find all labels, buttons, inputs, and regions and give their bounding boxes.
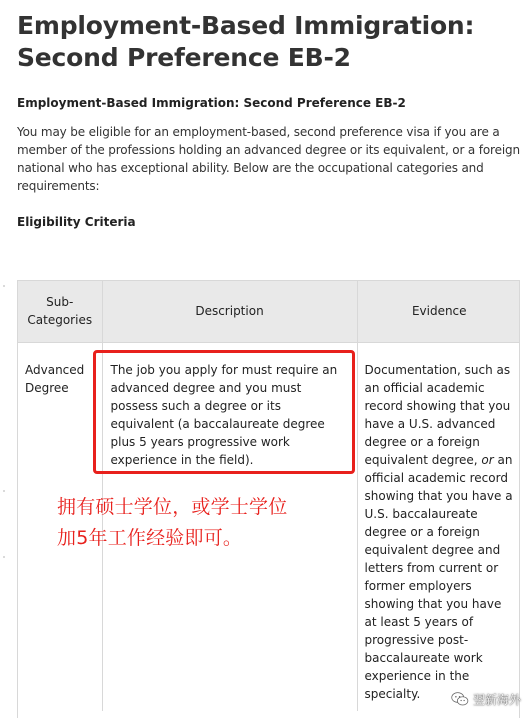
wechat-icon bbox=[451, 691, 469, 707]
description-text: The job you apply for must require an advanced degree and you must possess such a degree or its equivalent (a baccalaureate degree plus 5 years progressive work experience in the field). bbox=[110, 362, 338, 467]
margin-dot bbox=[3, 490, 5, 492]
evidence-text-pre: Documentation, such as an official academic record showing that you have a U.S. advanced degree or a foreign equivalent degree, bbox=[364, 362, 511, 467]
evidence-or: or bbox=[481, 452, 494, 467]
intro-paragraph: You may be eligible for an employment-based, second preference visa if you are a member of the professions holding an advanced degree or its equivalent, or a foreign national who has exceptional ability. Below are the occupational categories and requirements: bbox=[17, 125, 520, 193]
table-header-row bbox=[18, 281, 520, 342]
section-subheading: Employment-Based Immigration: Second Preference EB-2 bbox=[17, 96, 406, 110]
highlight-box bbox=[93, 350, 355, 474]
header-description: Description bbox=[102, 281, 357, 342]
annotation-line-1: 拥有硕士学位，或学士学位 bbox=[57, 496, 288, 518]
watermark bbox=[451, 688, 521, 710]
header-sub-categories: Sub-Categories bbox=[18, 281, 102, 342]
annotation-text bbox=[57, 492, 367, 554]
header-evidence: Evidence bbox=[357, 281, 520, 342]
margin-dot bbox=[3, 556, 5, 558]
annotation-line-2: 加5年工作经验即可。 bbox=[57, 527, 243, 549]
margin-dot bbox=[3, 285, 5, 287]
cell-sub-category: Advanced Degree bbox=[18, 342, 102, 711]
watermark-text: 翌新海外 bbox=[472, 692, 521, 707]
cell-evidence bbox=[357, 342, 520, 711]
page-title: Employment-Based Immigration: Second Preference EB-2 bbox=[17, 11, 475, 72]
eligibility-criteria-heading: Eligibility Criteria bbox=[17, 215, 136, 229]
evidence-text-post: an official academic record showing that you have a U.S. baccalaureate degree or a foreign equivalent degree and letters from current or former employers showing that you have at least 5 years of progressive post-baccalaureate work experience in the specialty. bbox=[364, 452, 513, 701]
